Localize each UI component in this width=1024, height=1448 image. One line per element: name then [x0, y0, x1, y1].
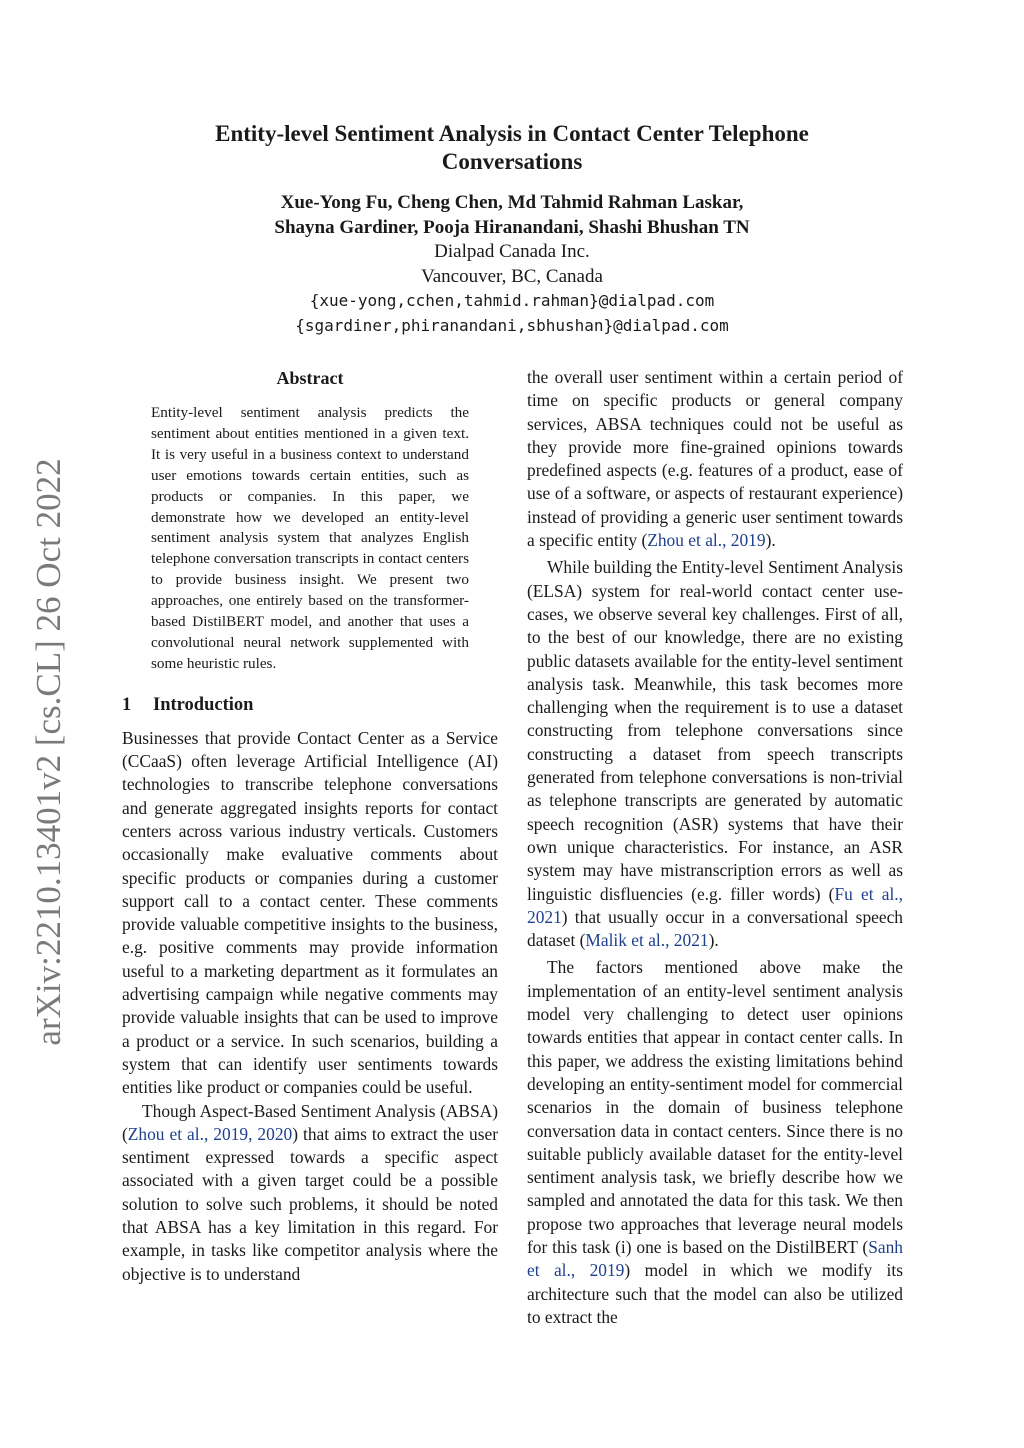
email-line-2: {sgardiner,phiranandani,sbhushan}@dialpad.com	[295, 315, 729, 335]
arxiv-watermark	[16, 452, 76, 1052]
paragraph-text: ).	[765, 530, 776, 551]
section-title: Introduction	[153, 694, 254, 715]
author-names-line-2: Shayna Gardiner, Pooja Hiranandani, Shashi Bhushan TN	[274, 216, 750, 238]
citation-link[interactable]: Sanh et al., 2019	[527, 1236, 903, 1281]
left-column	[122, 366, 498, 1286]
arxiv-id-text: arXiv:2210.13401v2 [cs.CL] 26 Oct 2022	[29, 458, 68, 1046]
citation-link[interactable]: Malik et al., 2021	[585, 930, 709, 951]
author-block	[150, 191, 874, 338]
paragraph-text: ) that aims to extract the user sentiment expressed towards a specific aspect associated with a given target could be a possible solution to solve such problems, it should be noted that ABSA has a key limitation in this regard. For example, in tasks like competitor analysis where the objective is to understand	[122, 1123, 498, 1284]
intro-paragraph-5	[527, 956, 903, 1329]
paragraph-text: The factors mentioned above make the implementation of an entity-level sentiment analysis model very challenging to detect user opinions towards entities that appear in contact center calls. In this paper, we address the existing limitations behind developing an entity-sentiment model for commercial scenarios in the domain of business telephone conversation data in contact centers. Since there is no suitable publicly available dataset for the entity-level sentiment analysis task, we briefly describe how we sampled and annotated the data for this task. We then propose two approaches that leverage neural models for this task (i) one is based on the DistilBERT (	[527, 957, 903, 1257]
section-heading-introduction	[122, 693, 498, 717]
paragraph-text: Though Aspect-Based Sentiment Analysis (ABSA) (	[122, 1100, 498, 1144]
citation-link[interactable]: Zhou et al., 2019	[647, 530, 766, 551]
paragraph-text: ) that usually occur in a conversational speech dataset (	[527, 906, 903, 951]
abstract-text: Entity-level sentiment analysis predicts the sentiment about entities mentioned in a given text. It is very useful in a business context to understand user emotions towards certain entities, such as products or companies. In this paper, we demonstrate how we developed an entity-level sentiment analysis system that analyzes English telephone conversation transcripts in contact centers to provide business insight. We present two approaches, one entirely based on the transformer-based DistilBERT model, and another that uses a convolutional neural network supplemented with some heuristic rules.	[151, 404, 469, 672]
intro-paragraph-4	[527, 556, 903, 952]
author-names-line-1: Xue-Yong Fu, Cheng Chen, Md Tahmid Rahman Laskar,	[280, 192, 744, 213]
paragraph-text: ) model in which we modify its architecture such that the model can also be utilized to extract the	[527, 1260, 903, 1327]
paper-title: Entity-level Sentiment Analysis in Contact Center Telephone Conversations	[215, 121, 809, 174]
paragraph-text: While building the Entity-level Sentiment Analysis (ELSA) system for real-world contact center use-cases, we observe several key challenges. First of all, to the best of our knowledge, there are no existing public datasets available for the entity-level sentiment analysis task. Meanwhile, this task becomes more challenging when the requirement is to use a dataset constructing from telephone conversations since constructing a dataset from speech transcripts generated from telephone conversations is non-trivial as telephone transcripts are generated by automatic speech recognition (ASR) systems that have their own unique characteristics. For instance, an ASR system may have mistranscription errors as well as linguistic disfluencies (e.g. filler words) (	[527, 557, 903, 904]
email-line-1: {xue-yong,cchen,tahmid.rahman}@dialpad.com	[309, 291, 715, 310]
citation-link[interactable]: Zhou et al., 2019, 2020	[127, 1123, 293, 1144]
intro-paragraph-1: Businesses that provide Contact Center as a Service (CCaaS) often leverage Artificial Intelligence (AI) technologies to transcribe telephone conversations and generate aggregated insights reports for contact centers across various industry verticals. Customers occasionally make evaluative comments about specific products or companies during a customer support call to a contact center. These comments provide valuable competitive insights to the business, e.g. positive comments may provide information useful to a marketing department as it formulates an advertising campaign while negative comments may provide valuable insights that can be used to improve a product or a service. In such scenarios, building a system that can identify user sentiments towards entities like product or companies could be useful.	[122, 727, 498, 1098]
right-column	[527, 366, 903, 1329]
intro-paragraph-2	[122, 1100, 498, 1286]
affiliation: Dialpad Canada Inc.	[434, 241, 590, 262]
paragraph-text: the overall user sentiment within a certain period of time on specific products or general company services, ABSA techniques could not be useful as they provide more fine-grained opinions towards predefined aspects (e.g. features of a product, ease of use of a software, or aspects of restaurant experience) instead of providing a generic user sentiment towards a specific entity (	[527, 367, 903, 551]
section-number: 1	[122, 694, 132, 715]
paragraph-text: ).	[708, 930, 719, 951]
citation-link[interactable]: Fu et al., 2021	[527, 883, 904, 927]
abstract-heading: Abstract	[276, 368, 344, 388]
location: Vancouver, BC, Canada	[421, 265, 603, 287]
intro-paragraph-3	[527, 366, 903, 552]
